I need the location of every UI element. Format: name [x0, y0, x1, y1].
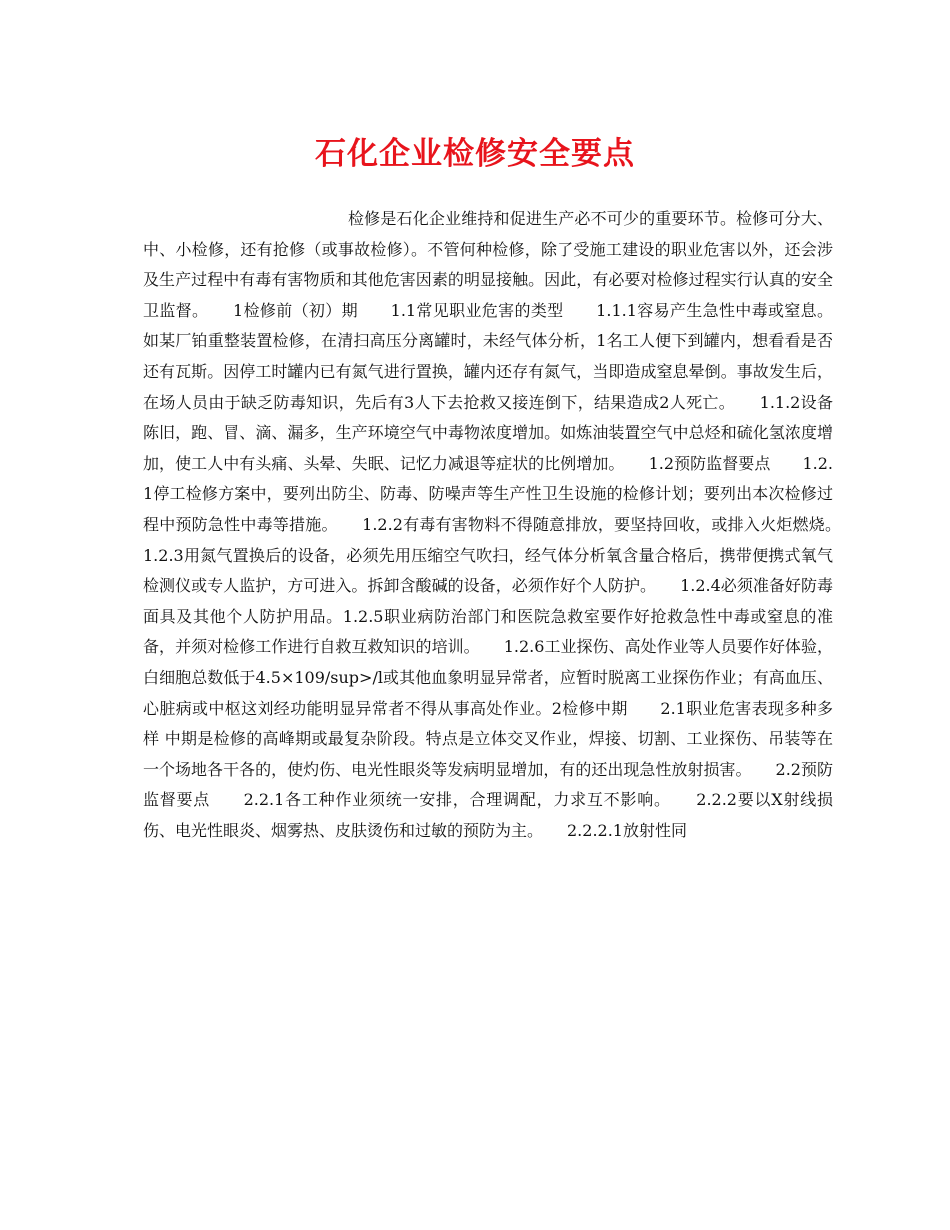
document-title: 石化企业检修安全要点 [315, 136, 635, 172]
document-body-text: 检修是石化企业维持和促进生产必不可少的重要环节。检修可分大、中、小检修，还有抢修（或事故检修）。不管何种检修，除了受施工建设的职业危害以外，还会涉及生产过程中有毒有害物质和其他危害因素的明显接触。因此，有必要对检修过程实行认真的安全卫监督。 1检修前（初）期 1.1常见职业危害的类型 1.1.1容易产生急性中毒或窒息。如某厂铂重整装置检修，在清扫高压分离罐时，未经气体分析，1名工人便下到罐内，想看看是否还有瓦斯。因停工时罐内已有氮气进行置换，罐内还存有氮气，当即造成窒息晕倒。事故发生后，在场人员由于缺乏防毒知识，先后有3人下去抢救又接连倒下，结果造成2人死亡。 1.1.2设备陈旧，跑、冒、滴、漏多，生产环境空气中毒物浓度增加。如炼油装置空气中总烃和硫化氢浓度增加，使工人中有头痛、头晕、失眠、记忆力减退等症状的比例增加。 1.2预防监督要点 1.2.1停工检修方案中，要列出防尘、防毒、防噪声等生产性卫生设施的检修计划；要列出本次检修过程中预防急性中毒等措施。 1.2.2有毒有害物料不得随意排放，要坚持回收，或排入火炬燃烧。 1.2.3用氮气置换后的设备，必须先用压缩空气吹扫，经气体分析氧含量合格后，携带便携式氧气检测仪或专人监护，方可进入。拆卸含酸碱的设备，必须作好个人防护。 1.2.4必须准备好防毒面具及其他个人防护用品。1.2.5职业病防治部门和医院急救室要作好抢救急性中毒或窒息的准备，并须对检修工作进行自救互救知识的培训。 1.2.6工业探伤、高处作业等人员要作好体验，白细胞总数低于4.5×109/sup>/l或其他血象明显异常者，应暂时脱离工业探伤作业；有高血压、心脏病或中枢这刘经功能明显异常者不得从事高处作业。2检修中期 2.1职业危害表现多种多样 中期是检修的高峰期或最复杂阶段。特点是立体交叉作业，焊接、切割、工业探伤、吊装等在一个场地各干各的，使灼伤、电光性眼炎等发病明显增加，有的还出现急性放射损害。 2.2预防监督要点 2.2.1各工种作业须统一安排，合理调配，力求互不影响。 2.2.2要以X射线损伤、电光性眼炎、烟雾热、皮肤烫伤和过敏的预防为主。 2.2.2.1放射性同 [143, 209, 866, 840]
